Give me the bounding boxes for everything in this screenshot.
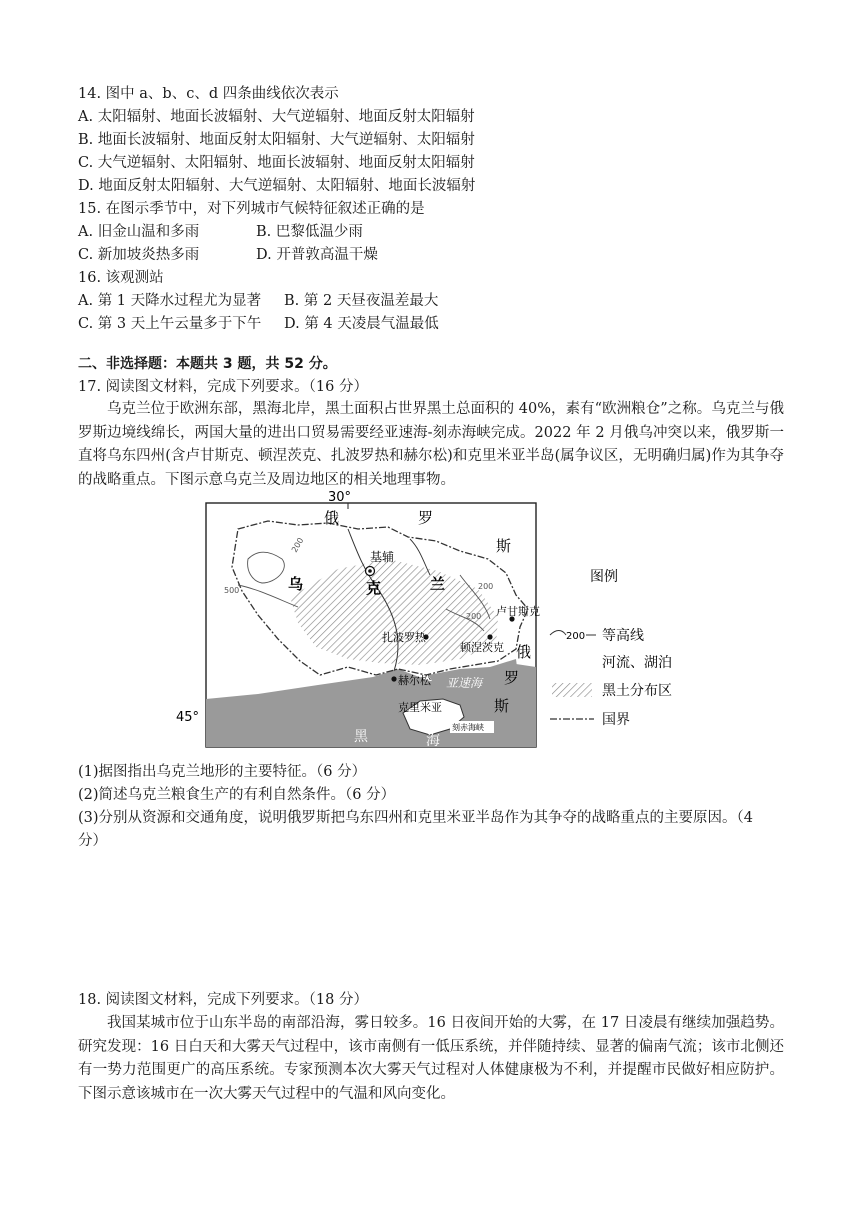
city-donetsk: 顿涅茨克: [460, 641, 504, 654]
legend-border-text: 国界: [602, 712, 630, 728]
q16-stem: 16. 该观测站: [78, 270, 164, 286]
q16-option-a: A. 第 1 天降水过程尤为显著: [78, 293, 262, 309]
section-heading: 二、非选择题：本题共 3 题，共 52 分。: [78, 356, 337, 372]
longitude-label: 30°: [328, 490, 352, 505]
ukraine-label-3: 兰: [430, 575, 446, 593]
q14-option-b: B. 地面长波辐射、地面反射太阳辐射、大气逆辐射、太阳辐射: [78, 132, 475, 148]
black-sea-label-1: 黑: [354, 729, 368, 745]
russia-label-4: 俄: [516, 643, 532, 661]
contour-label: 200: [289, 536, 306, 554]
russia-label-1: 俄: [324, 509, 340, 527]
donetsk-marker: [487, 634, 492, 639]
city-kherson: 赫尔松: [398, 674, 431, 687]
legend-black-soil-symbol: [552, 683, 592, 697]
q17-subq-1: (1)据图指出乌克兰地形的主要特征。（6 分）: [78, 764, 367, 780]
contour-label: 500: [224, 586, 240, 595]
kerch-strait-label: 刻赤海峡: [452, 723, 484, 732]
legend-contour-value: 200: [566, 631, 586, 642]
kyiv-capital-dot: [368, 569, 372, 573]
legend-contour-symbol: [550, 631, 566, 636]
q15-options-row1: [78, 222, 363, 242]
russia-label-2: 罗: [418, 509, 434, 527]
q17-passage: 乌克兰位于欧洲东部，黑海北岸，黑土面积占世界黑土总面积的 40%，素有“欧洲粮仓”之称。乌克兰与俄罗斯边境线绵长，两国大量的进出口贸易需要经亚速海-刻赤海峡完成。2022 年 2 月俄乌冲突以来，俄罗斯一直将乌东四州(含卢甘斯克、顿涅茨克、扎波罗热和赫尔松)和克里米亚半岛(属争议区，无明确归属)作为其争夺的战略重点。下图示意乌克兰及周边地区的相关地理事物。: [78, 401, 784, 488]
q15-stem: 15. 在图示季节中，对下列城市气候特征叙述正确的是: [78, 201, 425, 217]
ukraine-map: [176, 489, 688, 755]
q16-option-b: B. 第 2 天昼夜温差最大: [284, 293, 439, 309]
legend-title: 图例: [590, 569, 618, 585]
q15-option-b: B. 巴黎低温少雨: [256, 224, 363, 240]
q15-options-row2: [78, 245, 378, 265]
city-kyiv: 基辅: [370, 550, 395, 564]
q18-stem: 18. 阅读图文材料，完成下列要求。（18 分）: [78, 992, 368, 1008]
russia-label-5: 罗: [504, 669, 520, 687]
contour-label: 200: [466, 612, 482, 621]
kherson-marker: [391, 676, 396, 681]
q17-stem: 17. 阅读图文材料，完成下列要求。（16 分）: [78, 379, 368, 395]
latitude-label: 45°: [176, 710, 200, 725]
q15-option-d: D. 开普敦高温干燥: [256, 247, 378, 263]
russia-label-6: 斯: [494, 697, 510, 715]
q16-options-row2: [78, 314, 439, 334]
q14-option-a: A. 太阳辐射、地面长波辐射、大气逆辐射、地面反射太阳辐射: [78, 109, 475, 125]
q17-subq-3-cont: 分）: [78, 833, 107, 849]
q16-option-c: C. 第 3 天上午云量多于下午: [78, 316, 262, 332]
contour-label: 200: [478, 582, 494, 591]
q17-subq-3: (3)分别从资源和交通角度，说明俄罗斯把乌东四州和克里米亚半岛作为其争夺的战略重点的主要原因。（4: [78, 810, 754, 826]
q14-option-d: D. 地面反射太阳辐射、大气逆辐射、太阳辐射、地面长波辐射: [78, 178, 476, 194]
q16-options-row1: [78, 291, 438, 311]
map-legend: [550, 569, 672, 728]
ukraine-label-1: 乌: [288, 575, 304, 593]
q15-option-c: C. 新加坡炎热多雨: [78, 247, 200, 263]
black-sea-label-2: 海: [426, 733, 440, 749]
city-luhansk: 卢甘斯克: [496, 605, 540, 618]
crimea-label: 克里米亚: [398, 701, 442, 714]
azov-sea-label: 亚速海: [446, 676, 483, 690]
russia-label-3: 斯: [496, 537, 512, 555]
city-zaporizhzhia: 扎波罗热: [382, 631, 426, 644]
q15-option-a: A. 旧金山温和多雨: [78, 224, 200, 240]
legend-contour-text: 等高线: [602, 628, 644, 644]
q16-option-d: D. 第 4 天凌晨气温最低: [284, 316, 439, 332]
legend-black-soil-text: 黑土分布区: [602, 683, 672, 699]
legend-river-text: 河流、湖泊: [602, 655, 672, 671]
ukraine-label-2: 克: [366, 579, 382, 597]
q14-stem: 14. 图中 a、b、c、d 四条曲线依次表示: [78, 86, 339, 102]
q17-subq-2: (2)简述乌克兰粮食生产的有利自然条件。（6 分）: [78, 787, 396, 803]
q14-option-c: C. 大气逆辐射、太阳辐射、地面长波辐射、地面反射太阳辐射: [78, 155, 475, 171]
q18-passage: 我国某城市位于山东半岛的南部沿海，雾日较多。16 日夜间开始的大雾，在 17 日凌晨有继续加强趋势。研究发现：16 日白天和大雾天气过程中，该市南侧有一低压系统，并伴随持续、显著的偏南气流；该市北侧还有一势力范围更广的高压系统。专家预测本次大雾天气过程对人体健康极为不利，并提醒市民做好相应防护。下图示意该城市在一次大雾天气过程中的气温和风向变化。: [78, 1015, 784, 1102]
